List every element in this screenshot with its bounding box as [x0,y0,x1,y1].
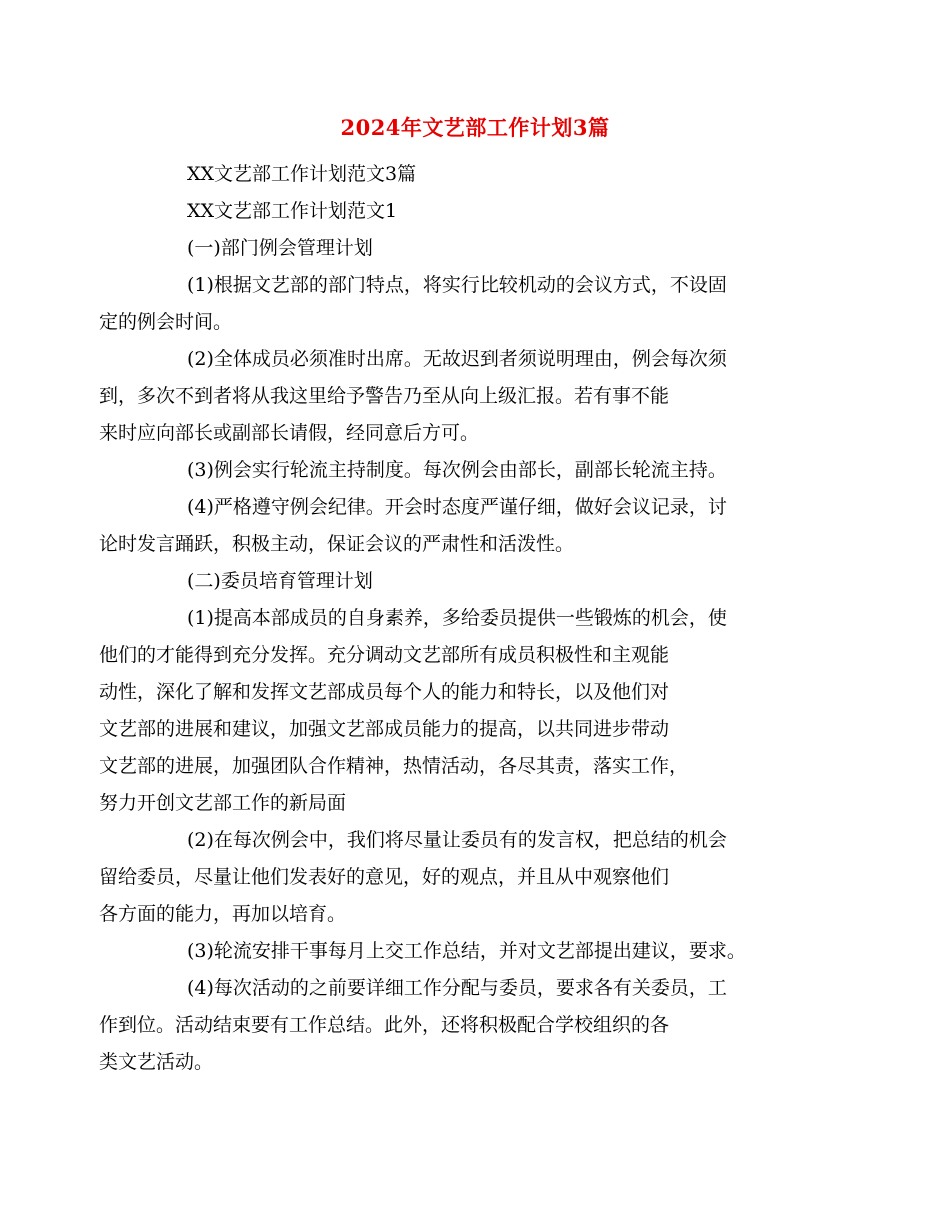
document-title: 2024年文艺部工作计划3篇 [340,115,610,140]
paragraph-line: 他们的才能得到充分发挥。充分调动文艺部所有成员积极性和主观能 [99,644,670,666]
paragraph-line: 作到位。活动结束要有工作总结。此外，还将积极配合学校组织的各 [99,1014,670,1036]
paragraph [99,822,833,933]
paragraph [99,600,833,822]
paragraph-line: (1)根据文艺部的部门特点，将实行比较机动的会议方式，不设固 [187,274,727,296]
paragraph-line: (二)委员培育管理计划 [187,570,373,592]
paragraph-line: (4)严格遵守例会纪律。开会时态度严谨仔细，做好会议记录，讨 [187,496,727,518]
paragraph-line: (3)轮流安排干事每月上交工作总结，并对文艺部提出建议，要求。 [187,940,746,962]
paragraph-line: 各方面的能力，再加以培育。 [99,903,347,925]
document-body [99,156,833,1081]
paragraph [143,193,833,230]
paragraph [99,267,833,341]
paragraph-line: (3)例会实行轮流主持制度。每次例会由部长，副部长轮流主持。 [187,459,727,481]
paragraph-line: (2)全体成员必须准时出席。无故迟到者须说明理由，例会每次须 [187,348,727,370]
paragraph [99,489,833,563]
paragraph [99,341,833,452]
paragraph-line: 论时发言踊跃，积极主动，保证会议的严肃性和活泼性。 [99,533,575,555]
paragraph-line: (1)提高本部成员的自身素养，多给委员提供一些锻炼的机会，使 [187,607,727,629]
paragraph [99,970,833,1081]
paragraph-line: 类文艺活动。 [99,1051,214,1073]
paragraph-line: 努力开创文艺部工作的新局面 [99,792,347,814]
paragraph [143,230,833,267]
paragraph-line: 到，多次不到者将从我这里给予警告乃至从向上级汇报。若有事不能 [99,385,670,407]
paragraph-line: XX文艺部工作计划范文1 [187,200,398,222]
paragraph-line: 动性，深化了解和发挥文艺部成员每个人的能力和特长，以及他们对 [99,681,670,703]
paragraph-line: XX文艺部工作计划范文3篇 [187,163,417,185]
paragraph-line: 留给委员，尽量让他们发表好的意见，好的观点，并且从中观察他们 [99,866,670,888]
paragraph-line: 来时应向部长或副部长请假，经同意后方可。 [99,422,480,444]
paragraph-line: 文艺部的进展和建议，加强文艺部成员能力的提高，以共同进步带动 [99,718,670,740]
paragraph [143,933,833,970]
paragraph [143,563,833,600]
paragraph-line: (2)在每次例会中，我们将尽量让委员有的发言权，把总结的机会 [187,829,727,851]
paragraph-line: (一)部门例会管理计划 [187,237,373,259]
paragraph [143,452,833,489]
paragraph-line: (4)每次活动的之前要详细工作分配与委员，要求各有关委员，工 [187,977,727,999]
paragraph [143,156,833,193]
paragraph-line: 定的例会时间。 [99,311,233,333]
paragraph-line: 文艺部的进展，加强团队合作精神，热情活动，各尽其责，落实工作， [99,755,689,777]
